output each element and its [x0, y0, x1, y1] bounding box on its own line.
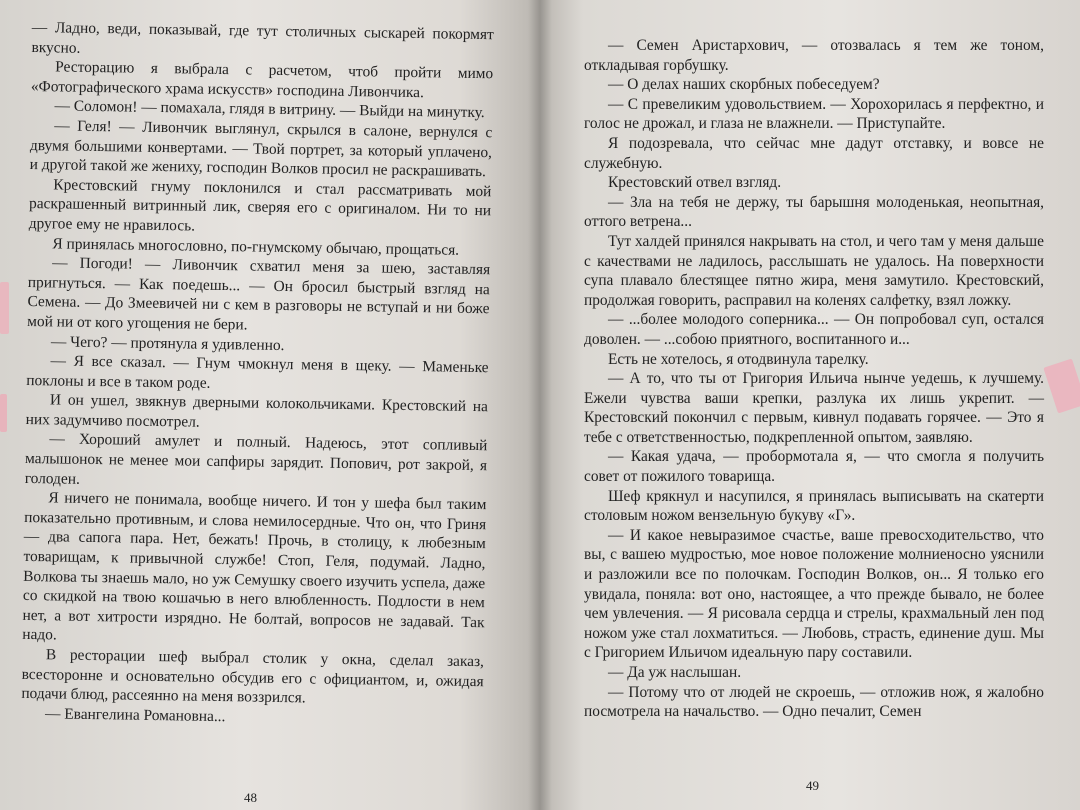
- paragraph: — Зла на тебя не держу, ты барышня молоденькая, неопытная, оттого ветрена...: [584, 193, 1044, 231]
- paragraph: — Геля! — Ливончик выглянул, скрылся в салоне, вернулся с двумя большими конвертами. — Твой портрет, за который уплачено, и другой такой же жениху, господин Волков просил не раскрашивать.: [29, 117, 493, 181]
- paragraph: Ресторацию я выбрала с расчетом, чтоб пройти мимо «Фотографического храма искусств» господина Ливончика.: [30, 58, 494, 101]
- paragraph: Тут халдей принялся накрывать на стол, и чего там у меня дальше с качествами не ладилось, расслышать не удалось. На поверхности супа плавало блестящее пятно жира, меня замутило. Крестовский, продолжая говорить, расправил на коленях салфетку, взял ложку.: [584, 232, 1044, 309]
- paragraph: — О делах наших скорбных побеседуем?: [608, 76, 880, 94]
- paragraph: — Хороший амулет и полный. Надеюсь, этот сопливый малышонок не менее мои сапфиры зарядит. Попович, рот закрой, я голоден.: [24, 430, 488, 488]
- paragraph: И он ушел, звякнув дверными колокольчиками. Крестовский на них задумчиво посмотрел.: [25, 391, 489, 431]
- paragraph: Я принялась многословно, по-гнумскому обычаю, прощаться.: [52, 234, 460, 259]
- paragraph: В ресторации шеф выбрал столик у окна, сделал заказ, всесторонне и основательно обсудив его с официантом, и, ожидая подачи блюд, рассеянно на меня воззрился.: [21, 646, 485, 707]
- paragraph: Шеф крякнул и насупился, я принялась выписывать на скатерти столовым ножом вензельную букуву «Г».: [584, 487, 1044, 525]
- paragraph: — Ладно, веди, показывай, где тут столичных сыскарей покормят вкусно.: [31, 18, 494, 57]
- paragraph: Крестовский отвел взгляд.: [608, 174, 782, 192]
- paragraph: — Погоди! — Ливончик схватил меня за шею, заставляя пригнуться. — Как поедешь... — Он бросил быстрый взгляд на Семена. — До Змеевичей ни с кем в разговоры не вступай и ни боже мой ни от кого угощения не бери.: [27, 254, 491, 334]
- paragraph: Я ничего не понимала, вообще ничего. И тон у шефа был таким показательно противным, и слова немилосердные. Что он, что Гриня — два сапога пара. Нет, бежать! Прочь, в столицу, к любезным товарищам, к привычной службе! Стоп, Геля, подумай. Ладно, Волкова ты знаешь мало, но уж Семушку своего изучить успела, даже со скидкой на твою кошачью в него влюбленность. Подлости в нем нет, а вот хитрости изрядно. Не болтай, вопросов не задавай. Так надо.: [22, 489, 487, 644]
- paragraph: — Евангелина Романовна...: [44, 705, 226, 725]
- left-page-text: [21, 18, 494, 731]
- paragraph: — ...более молодого соперника... — Он попробовал суп, остался доволен. — ...собою приятного, воспитанного и...: [584, 311, 1044, 348]
- paragraph: — Да уж наслышан.: [608, 664, 742, 681]
- right-page: [540, 0, 1080, 810]
- paragraph: — Какая удача, — пробормотала я, — что смогла я получить совет от пожилого товарища.: [584, 448, 1044, 486]
- right-page-text: [584, 36, 1044, 722]
- pink-bookmark-tab: [0, 282, 9, 334]
- paragraph: — Чего? — протянула я удивленно.: [50, 332, 285, 354]
- right-page-number: 49: [806, 778, 819, 793]
- paragraph: Я подозревала, что сейчас мне дадут отставку, и вовсе не служебную.: [584, 134, 1044, 172]
- book-gutter: [528, 0, 552, 810]
- paragraph: — Соломон! — помахала, глядя в витрину. — Выйди на минутку.: [54, 97, 485, 122]
- paragraph: — А то, что ты от Григория Ильича нынче уедешь, к лучшему. Ежели чувства ваши крепки, разлука их лишь укрепит. — Крестовский покончил с первым, кивнул подавать горячее. — Это я тебе с ответственностью, подкрепленной опытом, заявляю.: [584, 370, 1044, 446]
- paragraph: Есть не хотелось, я отодвинула тарелку.: [608, 350, 869, 368]
- left-page-number: 48: [244, 790, 257, 805]
- pink-bookmark-tab: [0, 394, 7, 432]
- paragraph: — Семен Аристархович, — отозвалась я тем же тоном, откладывая горбушку.: [584, 37, 1044, 74]
- paragraph: — С превеликим удовольствием. — Хорохорилась я перфектно, и голос не дрожал, и глаза не влажнели. — Приступайте.: [584, 95, 1044, 133]
- paragraph: — Потому что от людей не скроешь, — отложив нож, я жалобно посмотрела на начальство. — Одно печалит, Семен: [584, 683, 1044, 721]
- paragraph: — Я все сказал. — Гнум чмокнул меня в щеку. — Маменьке поклоны и все в таком роде.: [26, 352, 489, 392]
- paragraph: — И какое невыразимое счастье, ваше превосходительство, что вы, с вашею мудростью, мое новое положение молниеносно уяснили и разложили все по полочкам. Господин Волков, он... Я только его увидала, поняла: вот оно, настоящее, а что прежде бывало, не более чем увлечения. — Я рисовала сердца и стрелы, крахмальный лен под ножом уже стал лохматиться. — Любовь, страсть, единение душ. Мы с Григорием Ильичом идеальную пару составили.: [584, 526, 1044, 662]
- paragraph: Крестовский гнуму поклонился и стал рассматривать мой раскрашенный витринный лик, сверяя его с оригиналом. Ни то ни другое ему не нравилось.: [28, 176, 492, 235]
